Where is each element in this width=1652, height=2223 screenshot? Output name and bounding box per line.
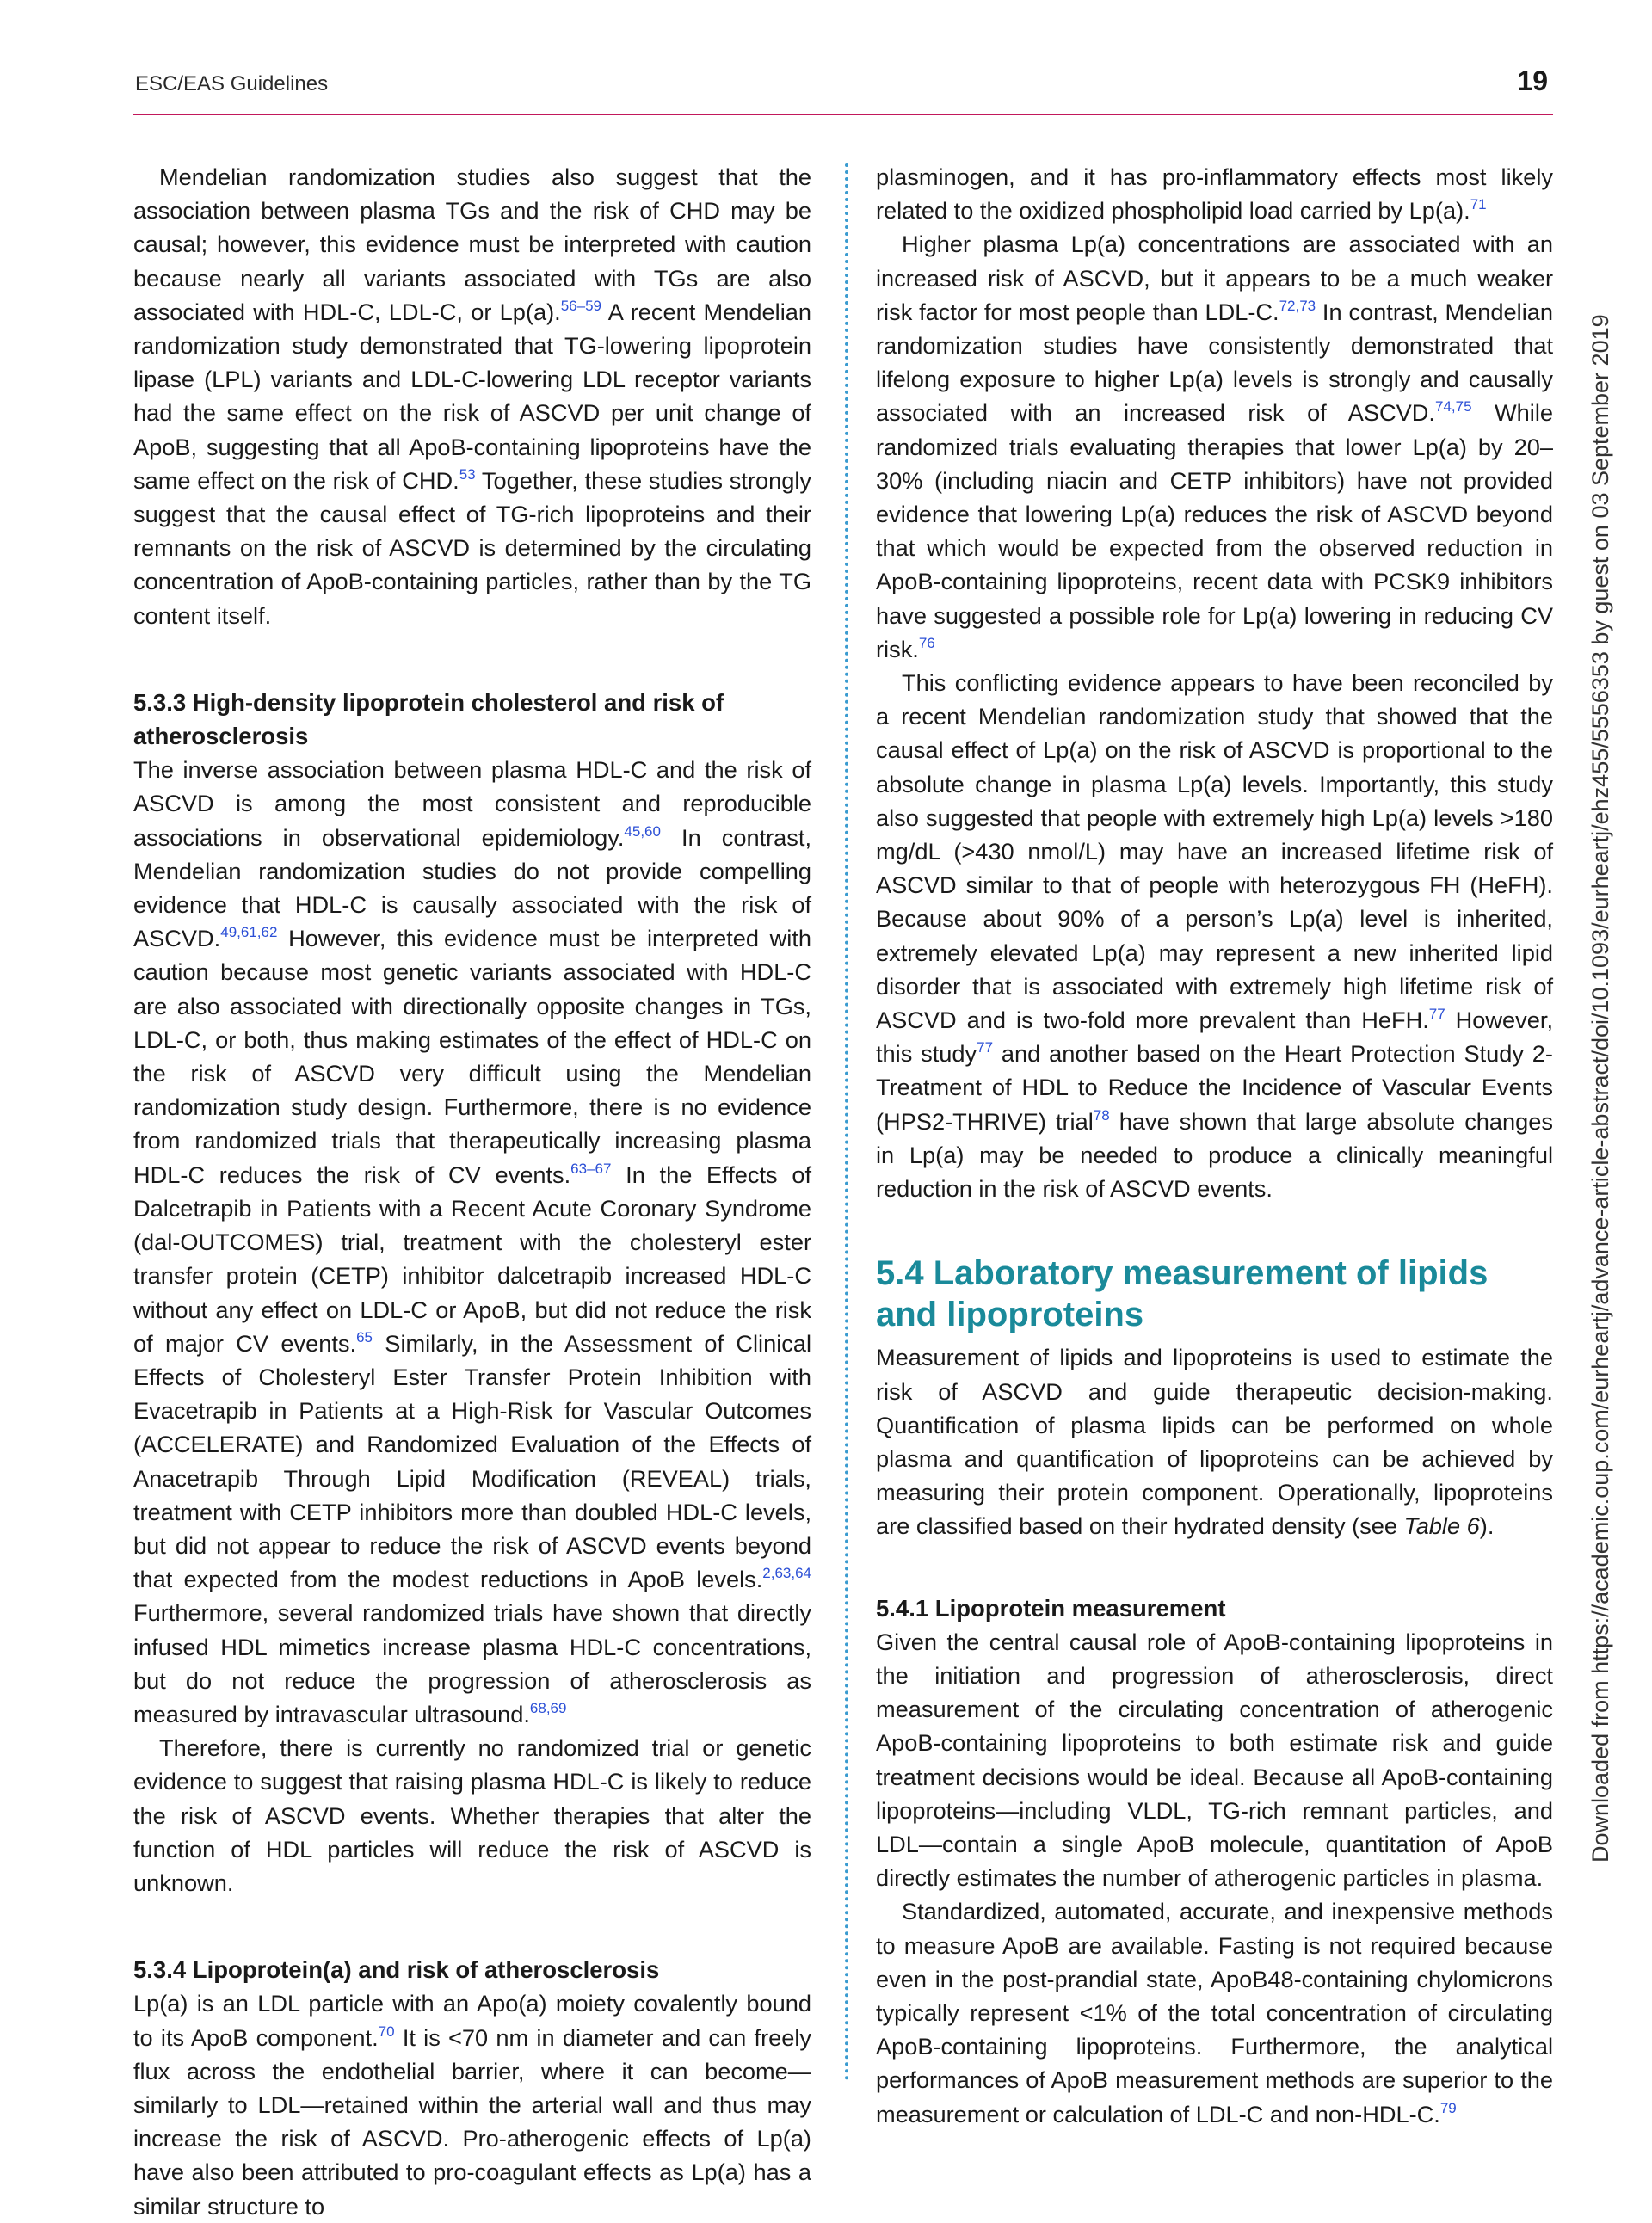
section-heading-5-4-1: 5.4.1 Lipoprotein measurement — [876, 1594, 1226, 1622]
citation[interactable]: 45,60 — [624, 822, 661, 840]
download-stamp: Downloaded from https://academic.oup.com/eurheartj/advance-article-abstract/doi/10.1093/eurheartj/ehz455/5556353 by guest on 03 September 2019 — [1587, 314, 1613, 1863]
page-number: 19 — [1517, 65, 1548, 96]
paragraph: This conflicting evidence appears to have been reconciled by a recent Mendelian randomization study that showed that the causal effect of Lp(a) on the risk of ASCVD is proportional to the absolute change in plasma Lp(a) levels. Importantly, this study also suggested that people with extremely high Lp(a) levels >180 mg/dL (>430 nmol/L) may have an increased lifetime risk of ASCVD similar to that of people with heterozygous FH (HeFH). Because about 90% of a person’s Lp(a) level is inherited, extremely elevated Lp(a) may represent a new inherited lipid disorder that is associated with extremely high lifetime risk of ASCVD and is two-fold more prevalent than HeFH.$^{77}$ However, this study$^{77}$ and another based on the Heart Protection Study 2-Treatment of HDL to Reduce the Incidence of Vascular Events (HPS2-THRIVE) trial$^{78}$ have shown that large absolute changes in Lp(a) may be needed to produce a clinically meaningful reduction in the risk of ASCVD events. — [876, 669, 1554, 1203]
citation[interactable]: 77 — [1428, 1006, 1446, 1023]
table-reference-link[interactable]: Table 6 — [1403, 1512, 1480, 1540]
paragraph: The inverse association between plasma HDL-C and the risk of ASCVD is among the most consistent and reproducible associations in observational epidemiology.$^{45,60}$ In contrast, Mendelian randomization studies do not provide compelling evidence that HDL-C is causally associated with the risk of ASCVD.$^{49,61,62}$ However, this evidence must be interpreted with caution because most genetic variants associated with HDL-C are also associated with directionally opposite changes in TGs, LDL-C, or both, thus making estimates of the effect of HDL-C on the risk of ASCVD very difficult using the Mendelian randomization study design. Furthermore, there is no evidence from randomized trials that therapeutically increasing plasma HDL-C reduces the risk of CV events.$^{63-67}$ In the Effects of Dalcetrapib in Patients with a Recent Acute Coronary Syndrome (dal-OUTCOMES) trial, treatment with the cholesteryl ester transfer protein (CETP) inhibitor dalcetrapib increased HDL-C without any effect on LDL-C or ApoB, but did not reduce the risk of major CV events.$^{65}$ Similarly, in the Assessment of Clinical Effects of Cholesteryl Ester Transfer Protein Inhibition with Evacetrapib in Patients at a High-Risk for Vascular Outcomes (ACCELERATE) and Randomized Evaluation of the Effects of Anacetrapib Through Lipid Modification (REVEAL) trials, treatment with CETP inhibitors more than doubled HDL-C levels, but did not appear to reduce the risk of ASCVD events beyond that expected from the modest reductions in ApoB levels.$^{2,63,64}$ Furthermore, several randomized trials have shown that directly infused HDL mimetics increase plasma HDL-C concentrations, but do not reduce the progression of atherosclerosis as measured by intravascular ultrasound.$^{68,69}$ — [133, 756, 812, 1727]
citation[interactable]: 63–67 — [570, 1160, 612, 1177]
citation[interactable]: 49,61,62 — [220, 924, 278, 941]
paragraph: Standardized, automated, accurate, and inexpensive methods to measure ApoB are available. Fasting is not required because even in the post-prandial state, ApoB48-containing chylomicrons typically represent <1% of the total concentration of circulating ApoB-containing lipoproteins. Furthermore, the analytical performances of ApoB measurement methods are superior to the measurement or calculation of LDL-C and non-HDL-C.$^{79}$ — [876, 1898, 1553, 2128]
citation[interactable]: 65 — [356, 1328, 373, 1346]
citation[interactable]: 77 — [977, 1039, 994, 1056]
page-header — [133, 62, 1553, 115]
citation[interactable]: 68,69 — [529, 1699, 567, 1716]
citation[interactable]: 76 — [918, 634, 935, 651]
right-column — [876, 160, 1553, 2131]
section-heading-5-4: 5.4 Laboratory measurement of lipids and lipoproteins — [876, 1254, 1489, 1334]
section-heading-5-3-4: 5.3.4 Lipoprotein(a) and risk of atherosclerosis — [133, 1956, 660, 1984]
paragraph: Lp(a) is an LDL particle with an Apo(a) moiety covalently bound to its ApoB component.$^{70}$ It is <70 nm in diameter and can freely flux across the endothelial barrier, where it can become—similarly to LDL—retained within the arterial wall and thus may increase the risk of ASCVD. Pro-atherogenic effects of Lp(a) have also been attributed to pro-coagulant effects as Lp(a) has a similar structure to — [133, 1990, 811, 2220]
citation[interactable]: 56–59 — [560, 297, 601, 314]
citation[interactable]: 70 — [378, 2023, 395, 2040]
citation[interactable]: 78 — [1093, 1106, 1110, 1124]
paragraph: plasminogen, and it has pro-inflammatory effects most likely related to the oxidized phospholipid load carried by Lp(a).$^{71}$ — [876, 163, 1553, 225]
citation[interactable]: 53 — [459, 465, 476, 483]
running-head: ESC/EAS Guidelines — [135, 72, 329, 95]
citation[interactable]: 79 — [1439, 2099, 1457, 2116]
citation[interactable]: 74,75 — [1434, 398, 1472, 416]
paragraph: Mendelian randomization studies also suggest that the association between plasma TGs and the risk of CHD may be causal; however, this evidence must be interpreted with caution because nearly all variants associated with TGs are also associated with HDL-C, LDL-C, or Lp(a).$^{56-59}$ A recent Mendelian randomization study demonstrated that TG-lowering lipoprotein lipase (LPL) variants and LDL-C-lowering LDL receptor variants had the same effect on the risk of ASCVD per unit change of ApoB, suggesting that all ApoB-containing lipoproteins have the same effect on the risk of CHD.$^{53}$ Together, these studies strongly suggest that the causal effect of TG-rich lipoproteins and their remnants on the risk of ASCVD is determined by the circulating concentration of ApoB-containing particles, rather than by the TG content itself. — [133, 163, 811, 629]
paragraph: Higher plasma Lp(a) concentrations are associated with an increased risk of ASCVD, but it appears to be a much weaker risk factor for most people than LDL-C.$^{72,73}$ In contrast, Mendelian randomization studies have consistently demonstrated that lifelong exposure to higher Lp(a) levels is strongly and causally associated with an increased risk of ASCVD.$^{74,75}$ While randomized trials evaluating therapies that lower Lp(a) by 20–30% (including niacin and CETP inhibitors) have not provided evidence that lowering Lp(a) reduces the risk of ASCVD beyond that which would be expected from the observed reduction in ApoB-containing lipoproteins, recent data with PCSK9 inhibitors have suggested a possible role for Lp(a) lowering in reducing CV risk.$^{76}$ — [876, 231, 1553, 662]
paragraph: Therefore, there is currently no randomized trial or genetic evidence to suggest that raising plasma HDL-C is likely to reduce the risk of ASCVD events. Whether therapies that alter the function of HDL particles will reduce the risk of ASCVD is unknown. — [133, 1734, 811, 1896]
citation[interactable]: 2,63,64 — [762, 1565, 811, 1582]
column-divider — [845, 163, 848, 2082]
section-heading-5-3-3: 5.3.3 High-density lipoprotein cholesterol and risk of atherosclerosis — [133, 688, 724, 750]
paragraph: Measurement of lipids and lipoproteins is used to estimate the risk of ASCVD and guide therapeutic decision-making. Quantification of plasma lipids can be performed on whole plasma and quantification of lipoproteins can be achieved by measuring their protein component. Operationally, lipoproteins are classified based on their hydrated density (see Table 6). — [876, 1344, 1553, 1540]
citation[interactable]: 72,73 — [1279, 297, 1316, 314]
paragraph: Given the central causal role of ApoB-containing lipoproteins in the initiation and progression of atherosclerosis, direct measurement of the circulating concentration of atherogenic ApoB-containing lipoproteins to both estimate risk and guide treatment decisions would be ideal. Because all ApoB-containing lipoproteins—including VLDL, TG-rich remnant particles, and LDL—contain a single ApoB molecule, quantitation of ApoB directly estimates the number of atherogenic particles in plasma. — [876, 1628, 1553, 1892]
citation[interactable]: 71 — [1470, 196, 1487, 213]
left-column — [133, 160, 811, 2223]
